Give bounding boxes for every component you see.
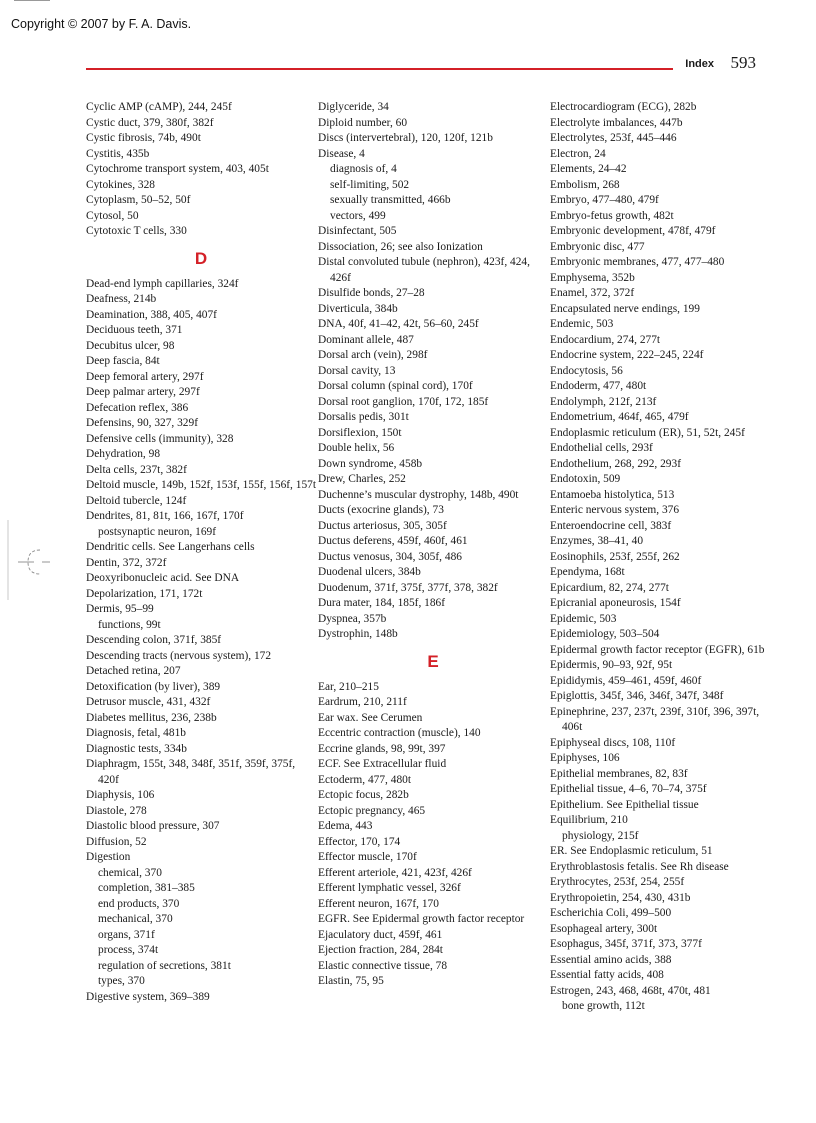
index-entry: Depolarization, 171, 172t <box>86 587 203 600</box>
index-entry: Endometrium, 464f, 465, 479f <box>550 411 689 423</box>
index-entry: Epidemic, 503 <box>550 612 617 625</box>
index-subentry: organs, 371f <box>98 928 155 941</box>
section-letter: E <box>427 651 439 671</box>
index-entry: Endocytosis, 56 <box>550 364 623 377</box>
index-entry: Epithelial tissue, 4–6, 70–74, 375f <box>550 783 707 795</box>
index-entry: Dorsal column (spinal cord), 170f <box>318 380 473 392</box>
index-entry: Erythropoietin, 254, 430, 431b <box>550 891 691 904</box>
index-entry: Dura mater, 184, 185f, 186f <box>318 597 446 609</box>
index-entry: Cytotoxic T cells, 330 <box>86 225 187 237</box>
index-entry: Eardrum, 210, 211f <box>318 696 407 708</box>
section-letter: D <box>194 248 208 268</box>
index-entry: Ejection fraction, 284, 284t <box>318 944 443 956</box>
index-subentry: process, 374t <box>98 944 159 956</box>
index-entry: Ductus deferens, 459f, 460f, 461 <box>318 535 468 547</box>
index-entry: Dermis, 95–99 <box>86 603 154 615</box>
index-entry: Embryo, 477–480, 479f <box>550 194 659 206</box>
index-entry: Elastin, 75, 95 <box>318 975 384 987</box>
index-entry: Epiglottis, 345f, 346, 346f, 347f, 348f <box>550 690 724 702</box>
index-entry: Embryonic disc, 477 <box>550 240 645 253</box>
index-subentry: mechanical, 370 <box>98 913 173 925</box>
index-entry: Deafness, 214b <box>86 293 157 305</box>
index-entry: Ear wax. See Cerumen <box>318 711 423 724</box>
index-entry: Epidermis, 90–93, 92f, 95t <box>550 659 673 671</box>
index-entry: Enamel, 372, 372f <box>550 287 635 299</box>
index-entry: Embryonic membranes, 477, 477–480 <box>550 256 725 268</box>
index-entry: Endoplasmic reticulum (ER), 51, 52t, 245f <box>550 426 745 439</box>
index-entry: Essential fatty acids, 408 <box>550 969 664 981</box>
index-entry: Embolism, 268 <box>550 178 620 191</box>
index-entry: Epiphyses, 106 <box>550 752 620 764</box>
index-entry: Efferent arteriole, 421, 423f, 426f <box>318 866 472 879</box>
index-entry: Endolymph, 212f, 213f <box>550 395 657 408</box>
index-entry: Equilibrium, 210 <box>550 814 628 826</box>
index-entry: Deamination, 388, 405, 407f <box>86 308 217 321</box>
index-entry: Efferent lymphatic vessel, 326f <box>318 882 461 894</box>
index-entry: Epidemiology, 503–504 <box>550 628 660 640</box>
index-entry: Effector muscle, 170f <box>318 851 417 863</box>
index-subentry: completion, 381–385 <box>98 882 195 894</box>
index-entry: Diaphysis, 106 <box>86 789 155 801</box>
index-entry: Endotoxin, 509 <box>550 473 621 485</box>
registration-mark-icon <box>0 520 60 600</box>
index-entry: Drew, Charles, 252 <box>318 473 406 485</box>
index-entry: Disease, 4 <box>318 147 365 160</box>
top-rule <box>14 0 50 1</box>
index-entry: Dystrophin, 148b <box>318 628 398 640</box>
index-entry: Epicardium, 82, 274, 277t <box>550 581 669 594</box>
index-entry: Endoderm, 477, 480t <box>550 380 647 392</box>
index-entry: Cytoplasm, 50–52, 50f <box>86 194 191 206</box>
index-entry: Epidermal growth factor receptor (EGFR), 61b <box>550 643 765 656</box>
copyright-notice: Copyright © 2007 by F. A. Davis. <box>11 17 192 31</box>
index-entry: Cystic duct, 379, 380f, 382f <box>86 116 214 129</box>
index-entry: Decubitus ulcer, 98 <box>86 339 175 352</box>
index-entry: Enteroendocrine cell, 383f <box>550 519 672 532</box>
index-entry: Diagnostic tests, 334b <box>86 742 187 755</box>
index-entry: Ear, 210–215 <box>318 680 379 693</box>
index-entry: Dorsalis pedis, 301t <box>318 411 409 423</box>
index-subentry: self-limiting, 502 <box>330 178 410 191</box>
index-entry: Diagnosis, fetal, 481b <box>86 727 186 739</box>
index-subentry: functions, 99t <box>98 618 161 631</box>
page-number: 593 <box>730 53 756 72</box>
index-entry: Disulfide bonds, 27–28 <box>318 287 425 299</box>
index-entry: Dyspnea, 357b <box>318 612 387 625</box>
index-entry: Esophageal artery, 300t <box>550 922 658 935</box>
index-entry: Deep fascia, 84t <box>86 355 160 367</box>
index-entry: Cytochrome transport system, 403, 405t <box>86 163 269 175</box>
index-subentry: chemical, 370 <box>98 866 162 879</box>
index-entry: Down syndrome, 458b <box>318 457 423 470</box>
index-entry: Duodenal ulcers, 384b <box>318 566 421 578</box>
index-entry: Distal convoluted tubule (nephron), 423f, 424, 426f <box>318 256 530 284</box>
index-entry: Diaphragm, 155t, 348, 348f, 351f, 359f, 375f, 420f <box>86 758 296 786</box>
index-entry: Dendrites, 81, 81t, 166, 167f, 170f <box>86 510 244 522</box>
index-entry: Descending tracts (nervous system), 172 <box>86 649 272 662</box>
index-entry: Dead-end lymph capillaries, 324f <box>86 277 239 290</box>
index-subentry: postsynaptic neuron, 169f <box>98 525 216 538</box>
index-entry: Defecation reflex, 386 <box>86 401 189 414</box>
running-head: Index <box>685 58 714 70</box>
index-subentry: types, 370 <box>98 975 145 987</box>
index-column-1 <box>86 100 316 1005</box>
index-subentry: end products, 370 <box>98 897 180 910</box>
index-entry: Epithelium. See Epithelial tissue <box>550 798 699 811</box>
index-entry: Dehydration, 98 <box>86 448 161 460</box>
index-entry: Detached retina, 207 <box>86 665 181 677</box>
index-entry: Detrusor muscle, 431, 432f <box>86 696 211 708</box>
index-subentry: bone growth, 112t <box>562 1000 645 1012</box>
index-entry: Epinephrine, 237, 237t, 239f, 310f, 396, 397t, 406t <box>550 705 760 733</box>
index-entry: Eosinophils, 253f, 255f, 262 <box>550 550 680 563</box>
index-entry: Ductus venosus, 304, 305f, 486 <box>318 550 462 563</box>
index-entry: Cytosol, 50 <box>86 209 139 222</box>
index-entry: Endocrine system, 222–245, 224f <box>550 349 704 361</box>
index-entry: Dorsal root ganglion, 170f, 172, 185f <box>318 395 489 408</box>
index-entry: Elements, 24–42 <box>550 163 627 175</box>
index-entry: Deltoid muscle, 149b, 152f, 153f, 155f, 156f, 157t <box>86 479 316 491</box>
index-entry: Epithelial membranes, 82, 83f <box>550 767 688 780</box>
index-entry: DNA, 40f, 41–42, 42t, 56–60, 245f <box>318 318 479 330</box>
index-entry: Eccrine glands, 98, 99t, 397 <box>318 742 446 755</box>
index-entry: Escherichia Coli, 499–500 <box>550 907 672 919</box>
index-entry: Encapsulated nerve endings, 199 <box>550 302 700 315</box>
index-entry: Discs (intervertebral), 120, 120f, 121b <box>318 132 493 144</box>
index-entry: Cystic fibrosis, 74b, 490t <box>86 132 201 144</box>
index-entry: Electrolyte imbalances, 447b <box>550 116 683 129</box>
index-entry: Defensins, 90, 327, 329f <box>86 417 198 429</box>
index-entry: Estrogen, 243, 468, 468t, 470t, 481 <box>550 984 711 997</box>
index-entry: Deoxyribonucleic acid. See DNA <box>86 572 240 584</box>
index-entry: Diverticula, 384b <box>318 302 398 315</box>
index-entry: Ejaculatory duct, 459f, 461 <box>318 928 443 941</box>
index-entry: ECF. See Extracellular fluid <box>318 758 447 770</box>
index-entry: Ectopic focus, 282b <box>318 789 409 801</box>
index-entry: Defensive cells (immunity), 328 <box>86 432 234 445</box>
index-entry: Entamoeba histolytica, 513 <box>550 488 675 501</box>
index-entry: ER. See Endoplasmic reticulum, 51 <box>550 845 713 857</box>
index-entry: Elastic connective tissue, 78 <box>318 959 448 972</box>
index-entry: Double helix, 56 <box>318 442 395 454</box>
index-entry: Duodenum, 371f, 375f, 377f, 378, 382f <box>318 581 498 594</box>
index-entry: Dorsal arch (vein), 298f <box>318 349 428 361</box>
index-subentry: regulation of secretions, 381t <box>98 959 231 972</box>
index-entry: Ducts (exocrine glands), 73 <box>318 504 444 516</box>
index-subentry: sexually transmitted, 466b <box>330 194 451 206</box>
index-subentry: physiology, 215f <box>562 829 639 842</box>
index-entry: Cystitis, 435b <box>86 147 150 160</box>
index-entry: Ductus arteriosus, 305, 305f <box>318 519 447 532</box>
index-entry: Diabetes mellitus, 236, 238b <box>86 711 217 724</box>
index-entry: EGFR. See Epidermal growth factor receptor <box>318 913 525 925</box>
index-entry: Embryo-fetus growth, 482t <box>550 209 674 222</box>
index-entry: Diastolic blood pressure, 307 <box>86 820 220 832</box>
index-entry: Deciduous teeth, 371 <box>86 324 183 336</box>
index-entry: Epididymis, 459–461, 459f, 460f <box>550 674 702 687</box>
index-column-3 <box>550 100 780 1015</box>
index-entry: Diglyceride, 34 <box>318 101 389 113</box>
index-entry: Enzymes, 38–41, 40 <box>550 535 644 547</box>
index-entry: Digestion <box>86 851 131 863</box>
index-entry: Embryonic development, 478f, 479f <box>550 225 716 237</box>
index-entry: Diploid number, 60 <box>318 116 408 129</box>
index-entry: Endemic, 503 <box>550 318 614 330</box>
index-entry: Deltoid tubercle, 124f <box>86 494 187 507</box>
index-entry: Dissociation, 26; see also Ionization <box>318 240 483 253</box>
index-entry: Descending colon, 371f, 385f <box>86 634 222 646</box>
index-entry: Dominant allele, 487 <box>318 333 414 346</box>
index-entry: Epicranial aponeurosis, 154f <box>550 597 681 609</box>
index-entry: Ependyma, 168t <box>550 566 625 578</box>
index-entry: Dendritic cells. See Langerhans cells <box>86 541 255 553</box>
index-entry: Diastole, 278 <box>86 804 147 817</box>
index-entry: Endothelium, 268, 292, 293f <box>550 457 681 470</box>
index-entry: Cytokines, 328 <box>86 178 155 191</box>
index-entry: Efferent neuron, 167f, 170 <box>318 897 439 910</box>
index-entry: Disinfectant, 505 <box>318 225 397 237</box>
index-entry: Edema, 443 <box>318 820 373 832</box>
index-entry: Epiphyseal discs, 108, 110f <box>550 736 676 749</box>
index-column-2 <box>318 100 548 990</box>
index-subentry: diagnosis of, 4 <box>330 163 397 175</box>
index-entry: Essential amino acids, 388 <box>550 953 672 966</box>
index-entry: Electrocardiogram (ECG), 282b <box>550 101 697 113</box>
index-entry: Digestive system, 369–389 <box>86 990 210 1003</box>
index-entry: Ectopic pregnancy, 465 <box>318 804 426 817</box>
index-entry: Erythrocytes, 253f, 254, 255f <box>550 876 685 888</box>
header-rule <box>86 68 673 70</box>
index-entry: Deep palmar artery, 297f <box>86 386 200 398</box>
index-entry: Diffusion, 52 <box>86 835 147 848</box>
index-entry: Emphysema, 352b <box>550 271 635 284</box>
index-entry: Endothelial cells, 293f <box>550 442 653 454</box>
index-entry: Electron, 24 <box>550 147 606 160</box>
index-entry: Effector, 170, 174 <box>318 835 401 848</box>
index-entry: Eccentric contraction (muscle), 140 <box>318 727 481 739</box>
index-entry: Electrolytes, 253f, 445–446 <box>550 132 677 144</box>
index-entry: Duchenne’s muscular dystrophy, 148b, 490t <box>318 488 519 501</box>
index-entry: Endocardium, 274, 277t <box>550 333 661 346</box>
index-entry: Esophagus, 345f, 371f, 373, 377f <box>550 938 702 950</box>
index-subentry: vectors, 499 <box>330 209 386 222</box>
index-entry: Dorsal cavity, 13 <box>318 364 396 377</box>
index-entry: Erythroblastosis fetalis. See Rh disease <box>550 860 729 873</box>
index-entry: Cyclic AMP (cAMP), 244, 245f <box>86 101 232 113</box>
index-entry: Deep femoral artery, 297f <box>86 370 204 383</box>
index-entry: Delta cells, 237t, 382f <box>86 463 187 476</box>
index-entry: Dentin, 372, 372f <box>86 556 167 569</box>
index-entry: Dorsiflexion, 150t <box>318 426 402 439</box>
index-entry: Detoxification (by liver), 389 <box>86 680 221 693</box>
index-entry: Ectoderm, 477, 480t <box>318 773 412 786</box>
index-entry: Enteric nervous system, 376 <box>550 504 680 516</box>
